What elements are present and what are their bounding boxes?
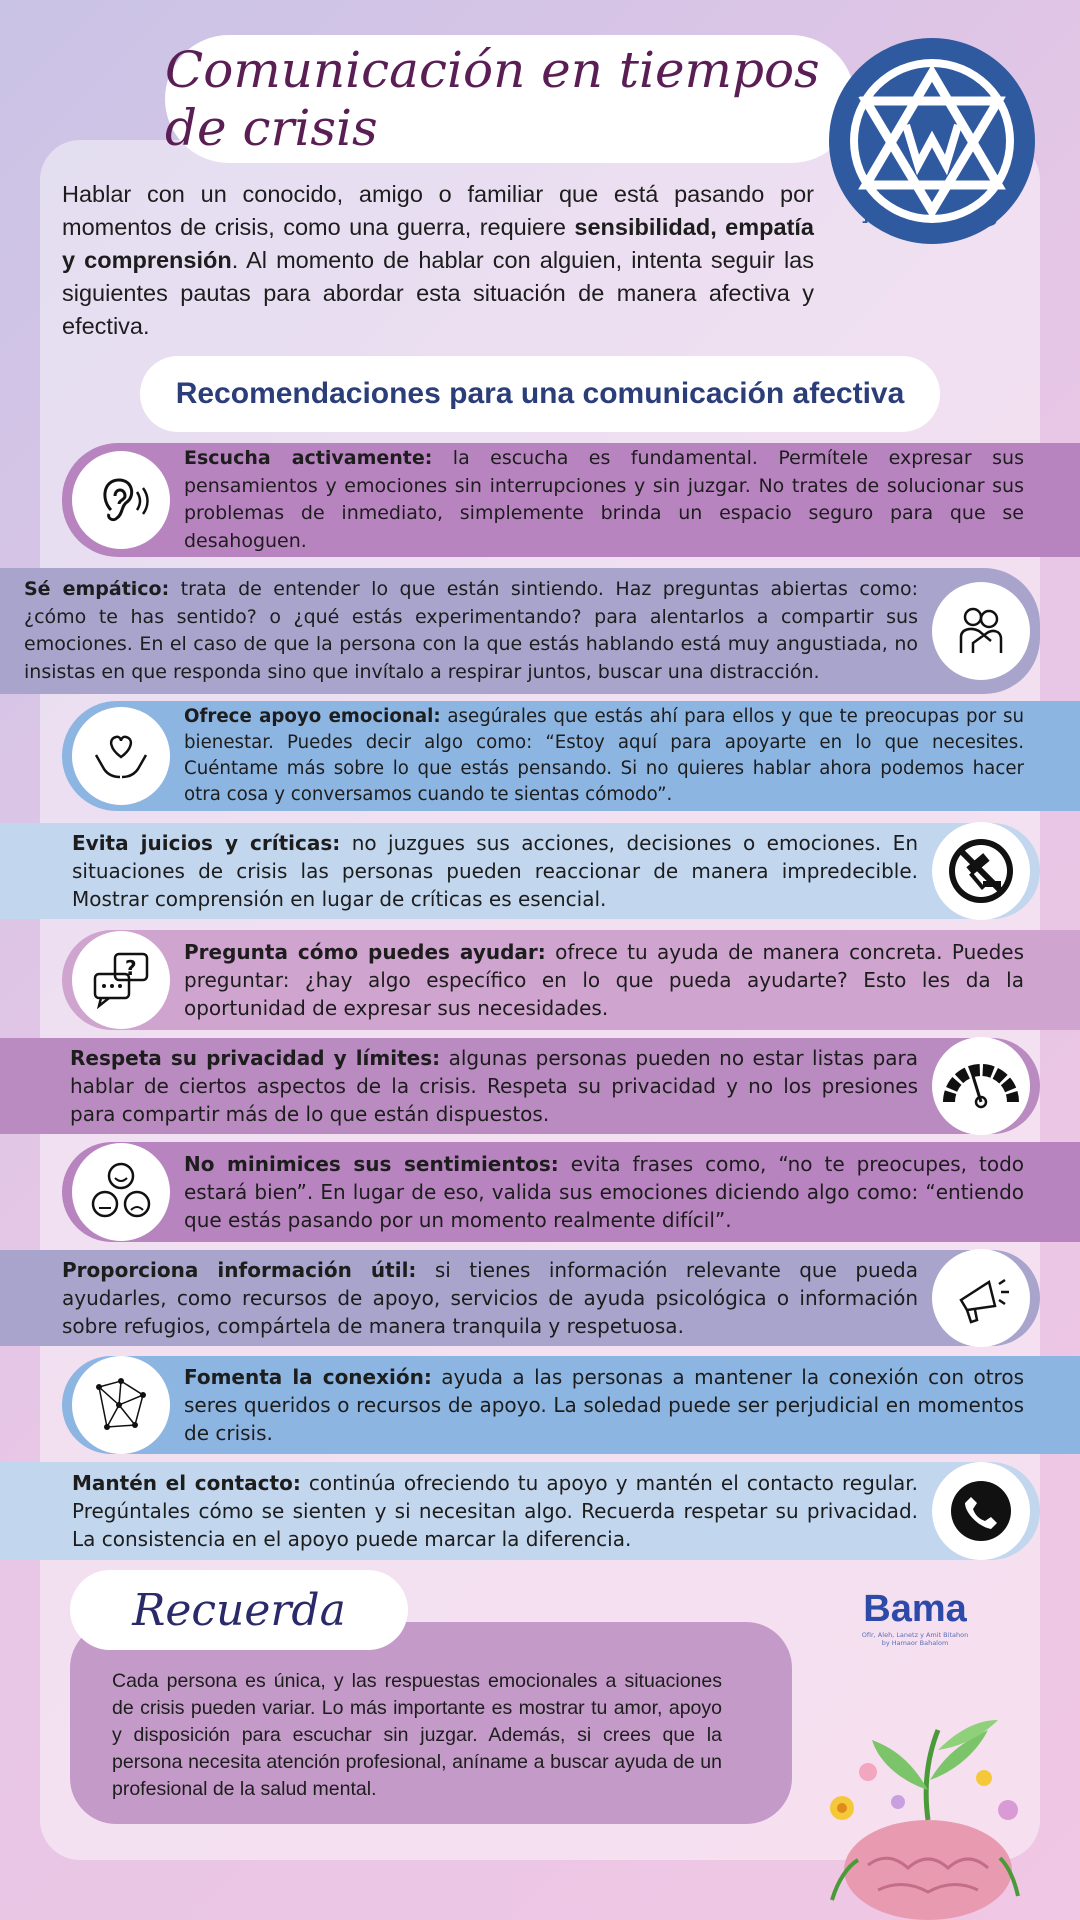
recuerda-box — [70, 1622, 792, 1824]
svg-text:ע: ע — [988, 211, 998, 229]
recommendation-escucha — [62, 443, 1080, 557]
svg-text:נ: נ — [862, 209, 869, 227]
brand-name: Bama — [863, 1588, 967, 1630]
svg-text:כ: כ — [892, 45, 901, 63]
recommendation-no-minimices — [62, 1142, 1080, 1242]
faces-icon — [72, 1143, 170, 1241]
svg-text:א: א — [1016, 149, 1027, 167]
no-gavel-icon — [932, 822, 1030, 920]
recommendation-text: Proporciona información útil: si tienes información relevante que pueda ayudarles, como recursos de apoyo, servicios de ayuda psicológica o información sobre refugios, compártela de manera tranquila y respetuosa. — [62, 1258, 918, 1338]
svg-text:?: ? — [125, 956, 137, 980]
brand-logo — [845, 1588, 985, 1647]
gauge-icon — [932, 1037, 1030, 1135]
recommendation-privacidad — [0, 1038, 1040, 1134]
svg-text:ה: ה — [1004, 83, 1015, 101]
recommendation-informacion — [0, 1250, 1040, 1346]
section-heading — [140, 356, 940, 432]
recommendation-apoyo-emocional — [62, 701, 1080, 811]
phone-icon — [932, 1462, 1030, 1560]
brand-byline: by Hamaor Bahalom — [881, 1639, 949, 1647]
svg-text:ה: ה — [836, 149, 847, 167]
section-title: Recomendaciones para una comunicación afectiva — [175, 377, 905, 410]
recommendation-text: Mantén el contacto: continúa ofreciendo tu apoyo y mantén el contacto regular. Pregúntales cómo se sienten y si necesitan algo. Recuerda respetar su privacidad. La consistencia en el apoyo puede marcar la diferencia. — [72, 1471, 919, 1551]
megaphone-icon — [932, 1249, 1030, 1347]
recuerda-title: Recuerda — [132, 1584, 346, 1636]
brain-flowers-illustration — [808, 1690, 1048, 1920]
recommendation-empatico — [0, 568, 1040, 694]
organization-logo — [826, 35, 1038, 247]
recommendation-text: Respeta su privacidad y límites: algunas personas pueden no estar listas para hablar de ciertos aspectos de la crisis. Respeta su privacidad y no los presiones para compartir más de lo que están dispuestos. — [70, 1046, 918, 1126]
svg-text:ב: ב — [926, 229, 936, 247]
intro-text-end: . Al momento de hablar con alguien, intenta seguir las siguientes pautas para abordar esta situación de manera afectiva y efectiva. — [62, 247, 815, 339]
recommendation-text: Escucha activamente: la escucha es fundamental. Permítele expresar sus pensamientos y emociones sin interrupciones y sin juzgar. No trates de solucionar sus problemas de inmediato, simplemente brinda un espacio seguro para que se desahoguen. — [184, 447, 1024, 552]
hug-icon — [932, 582, 1030, 680]
ear-icon — [72, 451, 170, 549]
recommendation-text: Ofrece apoyo emocional: asegúrales que estás ahí para ellos y que te preocupas por su bienestar. Puedes decir algo como: “Estoy aquí para apoyarte en lo que necesites. Cuéntame más sobre lo que estás pensando. Si no quieres hablar ahora podemos hacer otra cosa y conversamos cuando te sientas cómodo”. — [184, 706, 1024, 805]
page-title: Comunicación en tiempos de crisis — [165, 41, 820, 157]
recuerda-heading — [70, 1570, 408, 1650]
brand-tagline: Ofir, Aleh, Lanetz y Amit Bitahon — [861, 1631, 969, 1639]
question-bubble-icon — [72, 931, 170, 1029]
recommendation-conexion — [62, 1356, 1080, 1454]
recommendation-text: Evita juicios y críticas: no juzgues sus acciones, decisiones o emociones. En situaciones de crisis las personas pueden reaccionar de manera impredecible. Mostrar comprensión en lugar de críticas es esencial. — [72, 831, 918, 911]
intro-text: Hablar con un conocido, amigo o familiar que está pasando por momentos de crisis, como una guerra, requiere — [62, 181, 814, 240]
network-icon — [72, 1356, 170, 1454]
recommendation-contacto — [0, 1462, 1040, 1560]
svg-text:ר: ר — [852, 83, 862, 101]
recommendation-text: Pregunta cómo puedes ayudar: ofrece tu ayuda de manera concreta. Puedes preguntar: ¿hay algo específico en lo que pueda ayudarte? Esto les da la oportunidad de expresar sus necesidades. — [184, 940, 1024, 1020]
recommendation-pregunta — [62, 930, 1080, 1030]
intro-paragraph — [62, 178, 814, 343]
recommendation-text: Sé empático: trata de entender lo que están sintiendo. Haz preguntas abiertas como: ¿cómo te has sentido? o ¿qué estás experimentando? para alentarlos a compartir sus emociones. En el caso de que la persona con la que estás hablando está muy angustiada, no insistas en que responda sino que invítalo a respirar juntos, buscar una distracción. — [24, 578, 918, 683]
recommendation-evita-juicios — [0, 823, 1040, 919]
title-banner — [165, 35, 855, 163]
svg-text:ל: ל — [966, 45, 976, 63]
recommendation-text: No minimices sus sentimientos: evita frases como, “no te preocupes, todo estará bien”. En lugar de eso, valida sus emociones diciendo algo como: “entiendo que estás pasando por un momento realmente difícil”. — [184, 1152, 1024, 1232]
recommendation-text: Fomenta la conexión: ayuda a las personas a mantener la conexión con otros seres queridos o recursos de apoyo. La soledad puede ser perjudicial en momentos de crisis. — [184, 1365, 1024, 1445]
intro-bold-text: sensibilidad, empatía y comprensión — [62, 214, 814, 273]
heart-hands-icon — [72, 707, 170, 805]
recuerda-text: Cada persona es única, y las respuestas emocionales a situaciones de crisis pueden variar. Lo más importante es mostrar tu amor, apoyo y disposición para escuchar sin juzgar. Además, si crees que la persona necesita atención profesional, aníname a buscar ayuda de un profesional de la salud mental. — [112, 1670, 722, 1800]
